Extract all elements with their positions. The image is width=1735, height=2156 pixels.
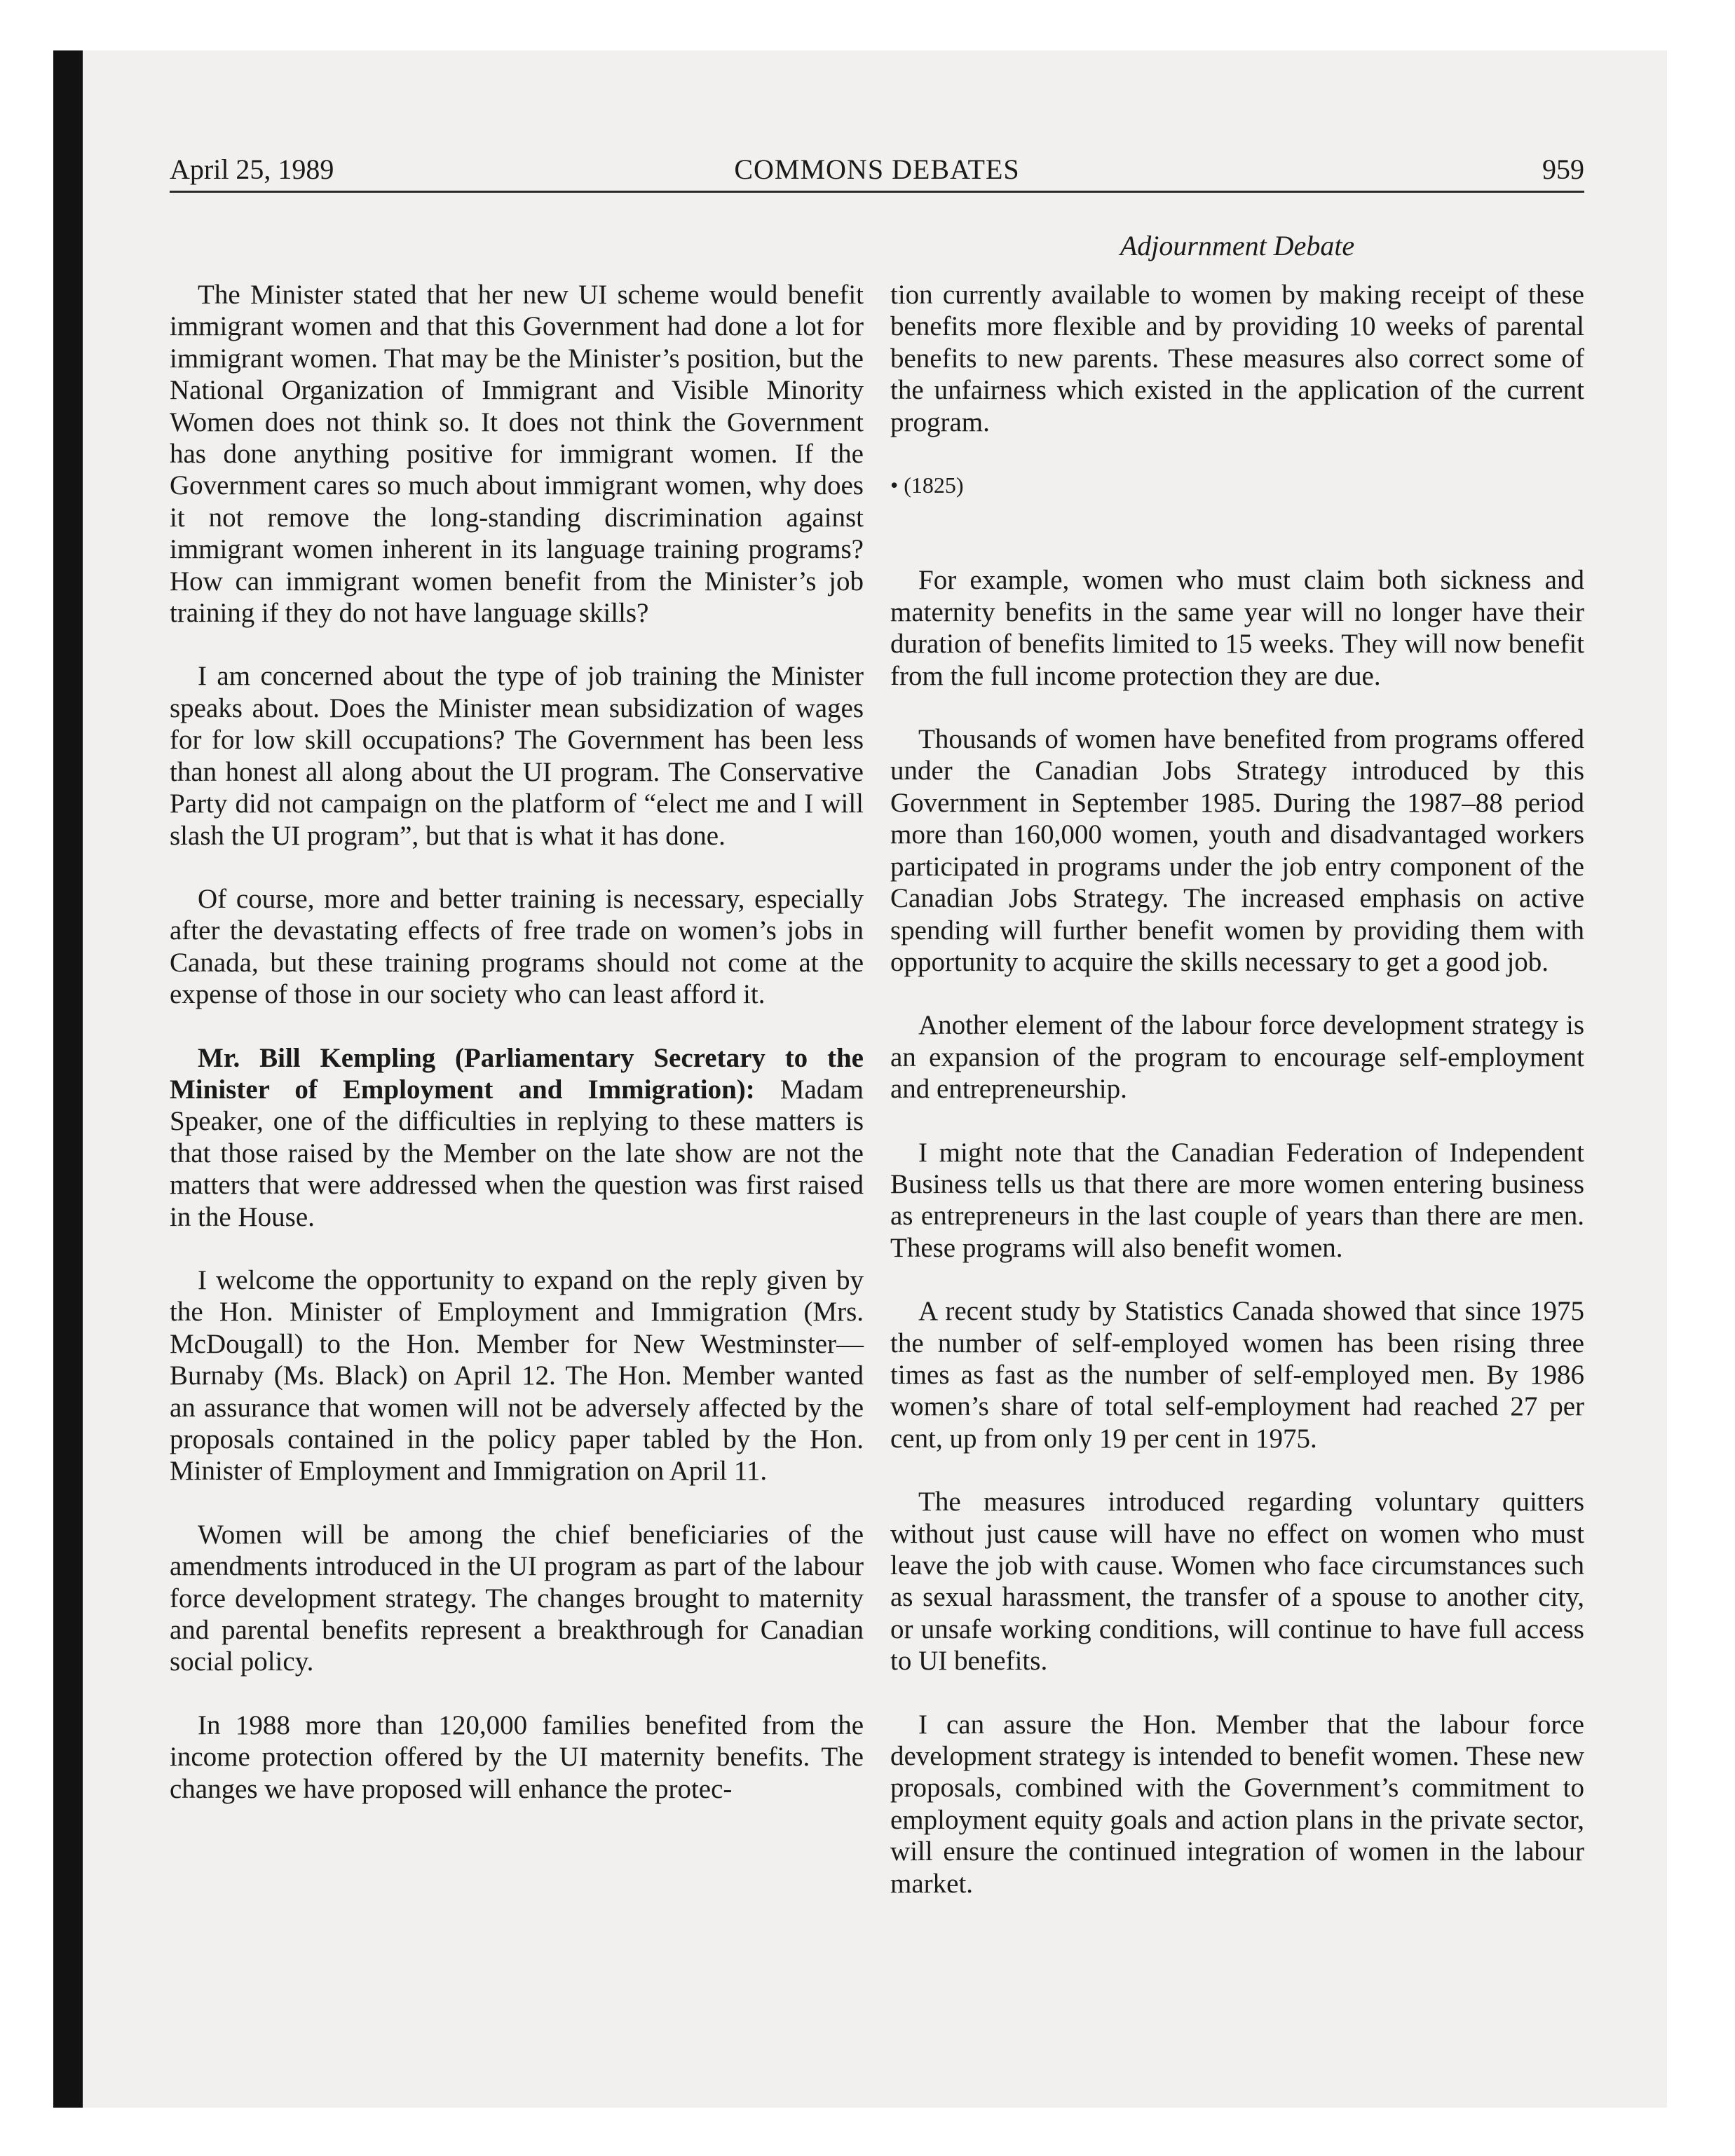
paragraph: I might note that the Canadian Federation of Independent Business tells us that there are more women entering business as entrepreneurs in the last couple of years than there are men. These programs will also benefit women.	[890, 1137, 1584, 1263]
paragraph: Thousands of women have benefited from programs offered under the Canadian Jobs Strategy introduced by this Government in September 1985. During the 1987–88 period more than 160,000 women, youth and disadvantaged workers participated in programs under the job entry component of the Canadian Jobs Strategy. The increased emphasis on active spending will further benefit women by providing them with opportunity to acquire the skills necessary to get a good job.	[890, 724, 1584, 977]
header-date: April 25, 1989	[170, 153, 334, 185]
header-page-number: 959	[1542, 153, 1584, 185]
paragraph: Another element of the labour force development strategy is an expansion of the program to encourage self-employment and entrepreneurship.	[890, 1010, 1584, 1105]
paragraph: The measures introduced regarding voluntary quitters without just cause will have no effect on women who must leave the job with cause. Women who face circumstances such as sexual harassment, the transfer of a spouse to another city, or unsafe working conditions, will continue to have full access to UI benefits.	[890, 1487, 1584, 1677]
paragraph: I welcome the opportunity to expand on the reply given by the Hon. Minister of Employment and Immigration (Mrs. McDougall) to the Hon. Member for New Westminster—Burnaby (Ms. Black) on April 12. The Hon. Member wanted an assurance that women will not be adversely affected by the proposals contained in the policy paper tabled by the Hon. Minister of Employment and Immigration on April 11.	[170, 1264, 864, 1487]
section-title: Adjournment Debate	[1120, 230, 1355, 261]
paragraph: The Minister stated that her new UI scheme would benefit immigrant women and that this Government had done a lot for immigrant women. That may be the Minister’s position, but the National Organization of Immigrant and Visible Minority Women does not think so. It does not think the Government has done anything positive for immigrant women. If the Government cares so much about immigrant women, why does it not remove the long-standing discrimination against immigrant women inherent in its language training programs? How can immigrant women benefit from the Minister’s job training if they do not have language skills?	[170, 280, 864, 629]
paragraph: Women will be among the chief beneficiaries of the amendments introduced in the UI program as part of the labour force development strategy. The changes brought to maternity and parental benefits represent a breakthrough for Canadian social policy.	[170, 1519, 864, 1677]
timestamp: • (1825)	[890, 472, 964, 498]
speech-text: Madam Speaker, one of the difficulties in replying to these matters is that those raised by the Member on the late show are not the matters that were addressed when the question was first raised in the House.	[170, 1074, 864, 1232]
paragraph	[170, 1042, 864, 1233]
header-rule	[170, 191, 1584, 193]
scan-border	[53, 50, 83, 2108]
paragraph: I can assure the Hon. Member that the labour force development strategy is intended to benefit women. These new proposals, combined with the Government’s commitment to employment equity goals and action plans in the private sector, will ensure the continued integration of women in the labour market.	[890, 1709, 1584, 1899]
paragraph: tion currently available to women by making receipt of these benefits more flexible and by providing 10 weeks of parental benefits to new parents. These measures also correct some of the unfairness which existed in the application of the current program.	[890, 280, 1584, 437]
paragraph: For example, women who must claim both sickness and maternity benefits in the same year will no longer have their duration of benefits limited to 15 weeks. They will now benefit from the full income protection they are due.	[890, 565, 1584, 691]
right-column	[890, 279, 1584, 1931]
paragraph: Of course, more and better training is necessary, especially after the devastating effects of free trade on women’s jobs in Canada, but these training programs should not come at the expense of those in our society who can least afford it.	[170, 883, 864, 1010]
paragraph: In 1988 more than 120,000 families benefited from the income protection offered by the UI maternity benefits. The changes we have proposed will enhance the protec-	[170, 1710, 864, 1804]
paragraph: I am concerned about the type of job training the Minister speaks about. Does the Minister mean subsidization of wages for for low skill occupations? The Government has been less than honest all along about the UI program. The Conservative Party did not campaign on the platform of “elect me and I will slash the UI program”, but that is what it has done.	[170, 661, 864, 851]
left-column	[170, 279, 864, 1836]
paragraph: A recent study by Statistics Canada showed that since 1975 the number of self-employed women has been rising three times as fast as the number of self-employed men. By 1986 women’s share of total self-employment had reached 27 per cent, up from only 19 per cent in 1975.	[890, 1296, 1584, 1454]
page-header	[170, 149, 1584, 191]
speaker-name: Mr. Bill Kempling (Parliamentary Secretary to the Minister of Employment and Immigration):	[170, 1042, 864, 1105]
header-title: COMMONS DEBATES	[734, 153, 1020, 185]
